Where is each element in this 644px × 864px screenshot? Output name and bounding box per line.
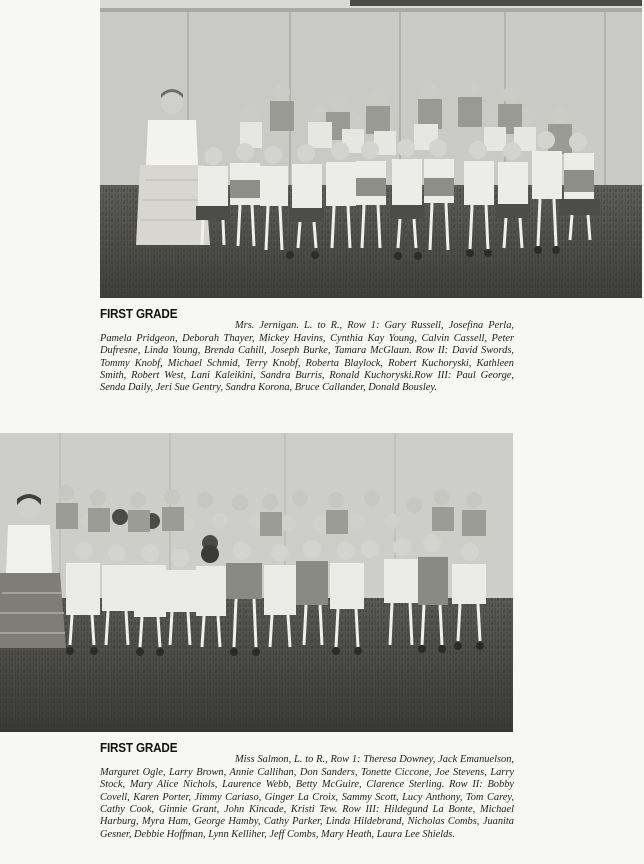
class-photo-1-image — [100, 0, 642, 298]
class-photo-2-image — [0, 433, 513, 732]
section-heading-2: FIRST GRADE — [100, 740, 178, 755]
class-photo-2 — [0, 433, 513, 732]
caption-2: Miss Salmon, L. to R., Row 1: Theresa Downey, Jack Emanuelson, Marguret Ogle, Larry Brown, Annie Callihan, Don Sanders, Tonette Ciccone, Joe Stevens, Larry Stock, Mary Alice Nichols, Laurence Webb, Betty McGuire, Clarence Sterling. Row II: Bobby Covell, Karen Porter, Jimmy Cariaso, Ginger La Croix, Sammy Scott, Lucy Anthony, Tom Carey, Cathy Cook, Ginnie Grant, John Kincade, Kristi Tew. Row III: Hildegund La Bonte, Michael Harburg, Myra Ham, George Hamby, Cathy Parker, Linda Hildebrand, Nicholas Combs, Juanita Gesner, Debbie Hoffman, Lynn Kelliher, Jeff Combs, Mary Heath, Laura Lee Shields. — [100, 754, 514, 840]
caption-1: Mrs. Jernigan. L. to R., Row 1: Gary Russell, Josefina Perla, Pamela Pridgeon, Deborah Thayer, Mickey Havins, Cynthia Kay Young, Calvin Cassell, Peter Dufresne, Linda Young, Brenda Cahill, Joseph Burke, Tamara McGlaun. Row II: David Swords, Tommy Knobf, Michael Schmid, Terry Knobf, Roberta Blaylock, Robert Kuchoryski, Kathleen Smith, Robert West, Lani Kaleikini, Sandra Burris, Ronald Kuchoryski.Row III: Paul George, Senda Daily, Jeri Sue Gentry, Sandra Korona, Bruce Callander, Donald Bousley. — [100, 320, 514, 394]
section-heading-1: FIRST GRADE — [100, 306, 178, 321]
class-photo-1 — [100, 0, 642, 298]
